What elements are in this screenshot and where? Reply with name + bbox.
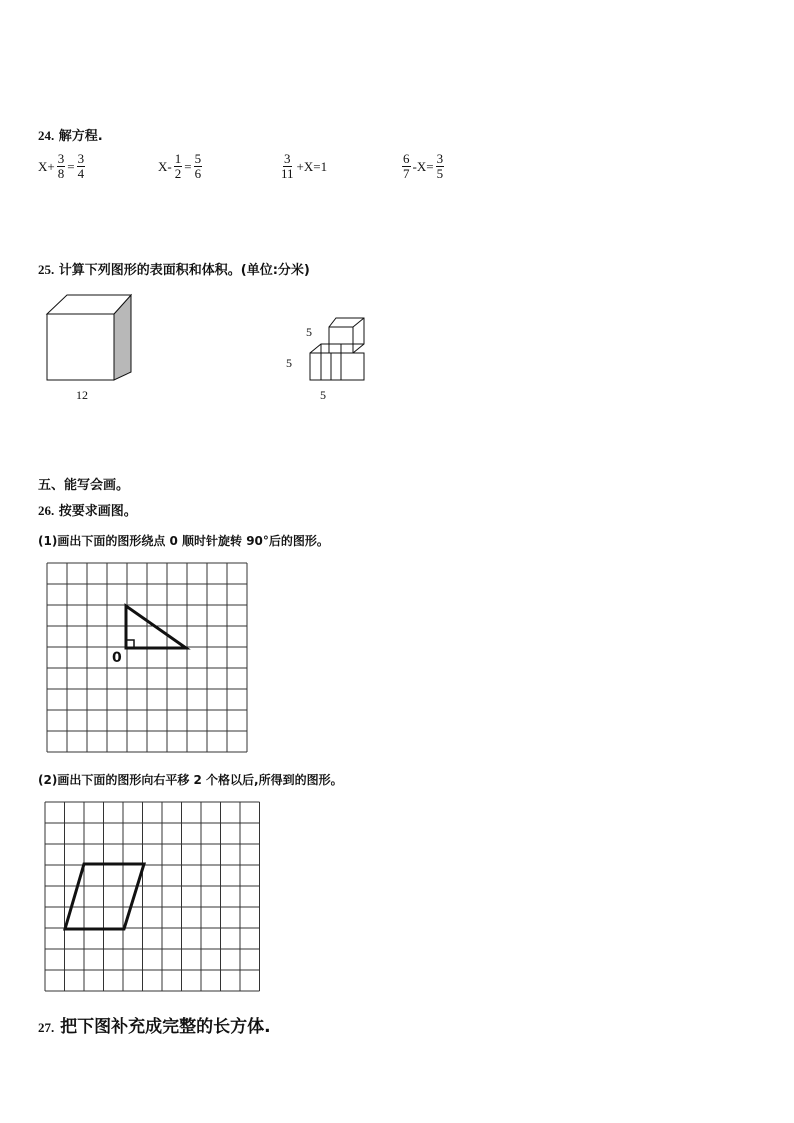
shape-label-left: 5 bbox=[286, 356, 292, 370]
q27-title: 把下图补充成完整的长方体. bbox=[60, 1017, 271, 1037]
eq2-fraction-a: $\frac{1}{2}$ bbox=[174, 151, 182, 181]
cube-front-face bbox=[47, 314, 114, 380]
upper-cube-edge bbox=[353, 318, 364, 327]
q25-title: 计算下列图形的表面积和体积。(单位:分米) bbox=[58, 263, 310, 278]
rotation-point-label: 0 bbox=[112, 650, 122, 666]
lower-right-cube-front bbox=[331, 353, 364, 380]
eq1-fraction-a: $\frac{3}{8}$ bbox=[57, 151, 65, 181]
q24-equation-2 bbox=[158, 152, 204, 181]
eq2-prefix: X- bbox=[158, 158, 172, 174]
eq4-fraction-b: $\frac{3}{5}$ bbox=[436, 151, 444, 181]
eq2-fraction-b: $\frac{5}{6}$ bbox=[194, 151, 202, 181]
eq4-mid: -X= bbox=[412, 158, 434, 174]
shape-label-top: 5 bbox=[306, 325, 312, 339]
q26-part2: (2)画出下面的图形向右平移 2 个格以后,所得到的图形。 bbox=[38, 773, 343, 787]
q26-title: 按要求画图。 bbox=[58, 504, 137, 519]
section5-title: 五、能写会画。 bbox=[38, 478, 130, 493]
triangle-shape bbox=[126, 606, 186, 648]
rotation-grid bbox=[46, 562, 250, 757]
q26-heading bbox=[38, 500, 137, 519]
eq3-fraction: $\frac{3}{11}$ bbox=[281, 151, 294, 181]
eq2-equals: = bbox=[184, 158, 192, 174]
eq1-prefix: X+ bbox=[38, 158, 55, 174]
cube-edge-label: 12 bbox=[76, 388, 88, 402]
eq1-fraction-b: $\frac{3}{4}$ bbox=[77, 151, 85, 181]
translation-grid bbox=[44, 801, 262, 995]
q24-heading bbox=[38, 125, 103, 144]
upper-cube-back bbox=[329, 318, 364, 353]
cube-figure bbox=[40, 290, 140, 385]
q24-title: 解方程. bbox=[58, 129, 103, 144]
q25-heading bbox=[38, 259, 310, 278]
q25-number: 25. bbox=[38, 262, 55, 277]
q27-number: 27. bbox=[38, 1020, 55, 1035]
eq4-fraction-a: $\frac{6}{7}$ bbox=[403, 151, 410, 181]
eq3-suffix: +X=1 bbox=[296, 158, 328, 174]
lower-left-cube-top bbox=[310, 344, 341, 353]
q26-part1: (1)画出下面的图形绕点 0 顺时针旋转 90°后的图形。 bbox=[38, 534, 329, 548]
q24-equation-1 bbox=[38, 152, 87, 181]
composite-shape-figure bbox=[300, 310, 375, 385]
q26-number: 26. bbox=[38, 503, 55, 518]
shape-label-bottom: 5 bbox=[320, 388, 326, 402]
eq1-equals: = bbox=[67, 158, 75, 174]
q27-heading bbox=[38, 1012, 271, 1037]
q24-equation-3 bbox=[278, 152, 327, 181]
q24-equation-4 bbox=[400, 152, 446, 181]
q24-number: 24. bbox=[38, 128, 55, 143]
parallelogram-shape bbox=[65, 864, 144, 929]
